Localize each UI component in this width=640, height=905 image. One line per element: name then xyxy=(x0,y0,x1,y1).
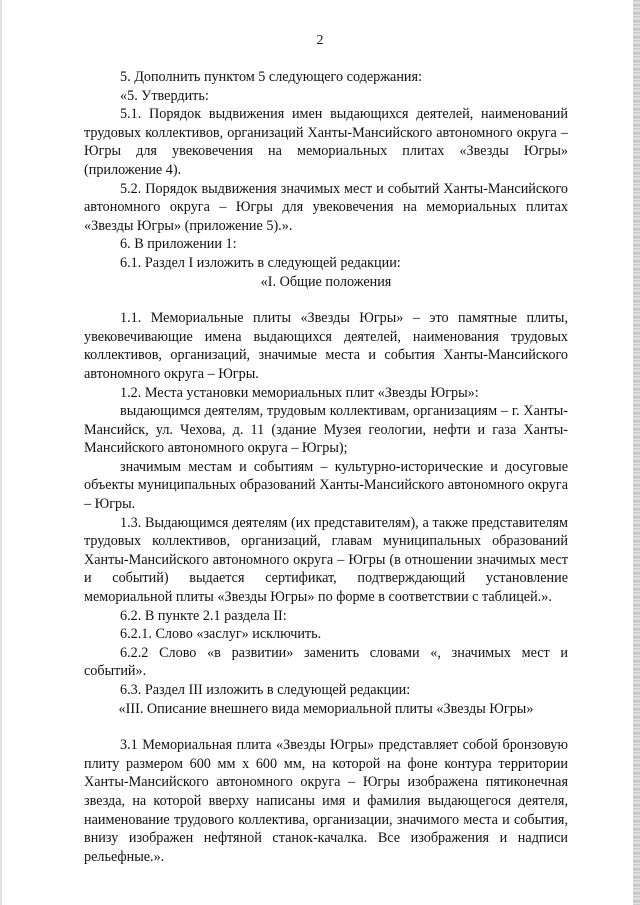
spacer xyxy=(84,718,568,736)
document-body xyxy=(84,68,568,866)
section-heading-1: «I. Общие положения xyxy=(260,273,392,290)
paragraph-6-1: 6.1. Раздел I изложить в следующей редакции: xyxy=(120,254,401,271)
paragraph-5-2: 5.2. Порядок выдвижения значимых мест и событий Ханты-Мансийского автономного округа – Югры для увековечения на мемориальных плитах «Звезды Югры» (приложение 5).». xyxy=(84,180,568,234)
section-heading-3: «III. Описание внешнего вида мемориальной плиты «Звезды Югры» xyxy=(118,700,534,717)
scan-edge-right xyxy=(633,0,640,905)
paragraph-6-2-2: 6.2.2 Слово «в развитии» заменить словами «, значимых мест и событий». xyxy=(84,644,568,680)
spacer xyxy=(84,291,568,309)
paragraph-6-2-1: 6.2.1. Слово «заслуг» исключить. xyxy=(120,626,322,643)
paragraph-6-3: 6.3. Раздел III изложить в следующей редакции: xyxy=(120,682,411,698)
paragraph-item-6: 6. В приложении 1: xyxy=(120,236,237,253)
paragraph-3-1: 3.1 Мемориальная плита «Звезды Югры» представляет собой бронзовую плиту размером 600 мм х 600 мм, на которой на фоне контура территории Ханты-Мансийского автономного округа – Югры изображена пятиконечная звезда, на которой вверху написаны имя и фамилия выдающегося деятеля, наименование трудового коллектива, организации, значимого места и события, внизу изображен нефтяной станок-качалка. Все изображения и надписи рельефные.». xyxy=(84,737,568,865)
paragraph-5-1: 5.1. Порядок выдвижения имен выдающихся деятелей, наименований трудовых коллективов, организаций Ханты-Мансийского автономного округа – Югры для увековечения на мемориальных плитах «Звезды Югры» (приложение 4). xyxy=(84,106,568,178)
paragraph-1-1: 1.1. Мемориальные плиты «Звезды Югры» – это памятные плиты, увековечивающие имена выдающихся деятелей, наименования трудовых коллективов, организаций, значимые места и события Ханты-Мансийского автономного округа – Югры. xyxy=(84,310,568,382)
paragraph-approve: «5. Утвердить: xyxy=(120,87,209,104)
paragraph-item-5: 5. Дополнить пунктом 5 следующего содержания: xyxy=(120,69,422,85)
paragraph-1-2-mestam: значимым местам и событиям – культурно-исторические и досуговые объекты муниципальных образований Ханты-Мансийского автономного округа – Югры. xyxy=(84,458,568,513)
paragraph-1-3: 1.3. Выдающимся деятелям (их представителям), а также представителям трудовых коллективов, организаций, главам муниципальных образований Ханты-Мансийского автономного округа – Югры (в отношении значимых мест и событий) выдается сертификат, подтверждающий установление мемориальной плиты «Звезды Югры» по форме в соответствии с таблицей.». xyxy=(84,514,568,606)
page-number: 2 xyxy=(316,33,324,48)
paragraph-1-2-deyatelyam: выдающимся деятелям, трудовым коллективам, организациям – г. Ханты-Мансийск, ул. Чехова, д. 11 (здание Музея геологии, нефти и газа Ханты-Мансийского автономного округа – Югры); xyxy=(84,403,568,457)
scan-edge-left xyxy=(0,0,2,905)
paragraph-6-2: 6.2. В пункте 2.1 раздела II: xyxy=(120,607,287,624)
paragraph-1-2: 1.2. Места установки мемориальных плит «Звезды Югры»: xyxy=(120,384,479,401)
